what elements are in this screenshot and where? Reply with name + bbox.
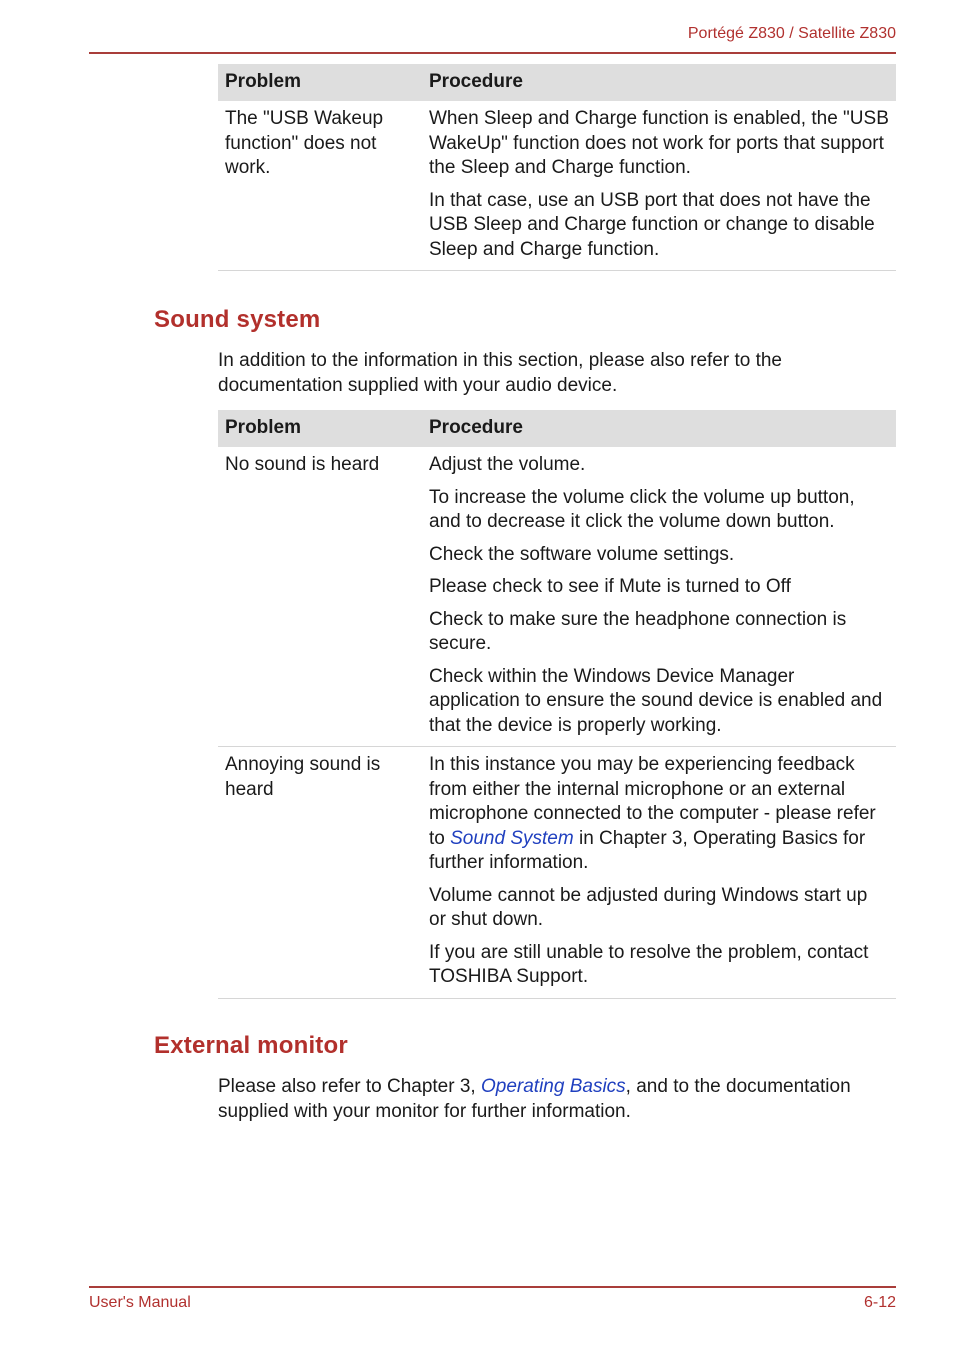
table-row xyxy=(218,447,896,747)
monitor-text-end: , and to the documentation supplied with your monitor for further information. xyxy=(218,1076,851,1122)
procedure-text: Check within the Windows Device Manager application to ensure the sound device is enabled and that the device is properly working. xyxy=(429,665,883,736)
procedure-text: Volume cannot be adjusted during Windows start up or shut down. xyxy=(429,884,868,930)
footer-rule xyxy=(89,1286,896,1288)
usb-troubleshooting-table xyxy=(218,64,896,271)
procedure-text-start: In this instance you may be experiencing feedback from either the internal microphone or an external microphone connected to the computer - please refer to xyxy=(429,754,876,849)
procedure-text: Adjust the volume. xyxy=(429,454,586,475)
problem-cell: Annoying sound is heard xyxy=(218,747,422,999)
table-header-row xyxy=(218,64,896,101)
procedure-text xyxy=(429,753,889,876)
monitor-text-start: Please also refer to Chapter 3, xyxy=(218,1076,481,1097)
procedure-cell xyxy=(422,747,896,999)
sound-section-intro: In addition to the information in this section, please also refer to the documentation supplied with your audio device. xyxy=(218,350,782,396)
sound-troubleshooting-table xyxy=(218,410,896,999)
procedure-text: To increase the volume click the volume up button, and to decrease it click the volume down button. xyxy=(429,486,855,532)
column-header-problem: Problem xyxy=(218,64,422,101)
section-heading-external-monitor: External monitor xyxy=(154,1032,348,1059)
column-header-problem: Problem xyxy=(218,410,422,447)
procedure-text: In that case, use an USB port that does not have the USB Sleep and Charge function or change to disable Sleep and Charge function. xyxy=(429,189,875,260)
footer-manual-title: User's Manual xyxy=(89,1294,191,1311)
sound-system-link[interactable]: Sound System xyxy=(450,827,574,849)
procedure-cell xyxy=(422,101,896,271)
procedure-text: If you are still unable to resolve the problem, contact TOSHIBA Support. xyxy=(429,941,869,987)
column-header-procedure: Procedure xyxy=(422,410,896,447)
table-header-row xyxy=(218,410,896,447)
procedure-text: Please check to see if Mute is turned to Off xyxy=(429,576,791,597)
table-row xyxy=(218,747,896,999)
procedure-text-end: in Chapter 3, Operating Basics for further information. xyxy=(429,827,866,873)
header-rule xyxy=(89,52,896,54)
problem-cell: No sound is heard xyxy=(218,447,422,747)
procedure-text: Check the software volume settings. xyxy=(429,543,735,565)
external-monitor-paragraph xyxy=(218,1075,898,1124)
column-header-procedure: Procedure xyxy=(422,64,896,101)
procedure-cell xyxy=(422,447,896,747)
procedure-text: Check to make sure the headphone connection is secure. xyxy=(429,608,847,654)
running-header-title: Portégé Z830 / Satellite Z830 xyxy=(687,25,896,42)
table-row xyxy=(218,101,896,271)
page-number: 6-12 xyxy=(863,1294,896,1311)
problem-cell: The "USB Wakeup function" does not work. xyxy=(218,101,422,271)
section-heading-sound-system: Sound system xyxy=(154,306,321,333)
operating-basics-link[interactable]: Operating Basics xyxy=(480,1076,626,1097)
procedure-text: When Sleep and Charge function is enabled, the "USB WakeUp" function does not work for ports that support the Sleep and Charge function. xyxy=(429,108,889,178)
